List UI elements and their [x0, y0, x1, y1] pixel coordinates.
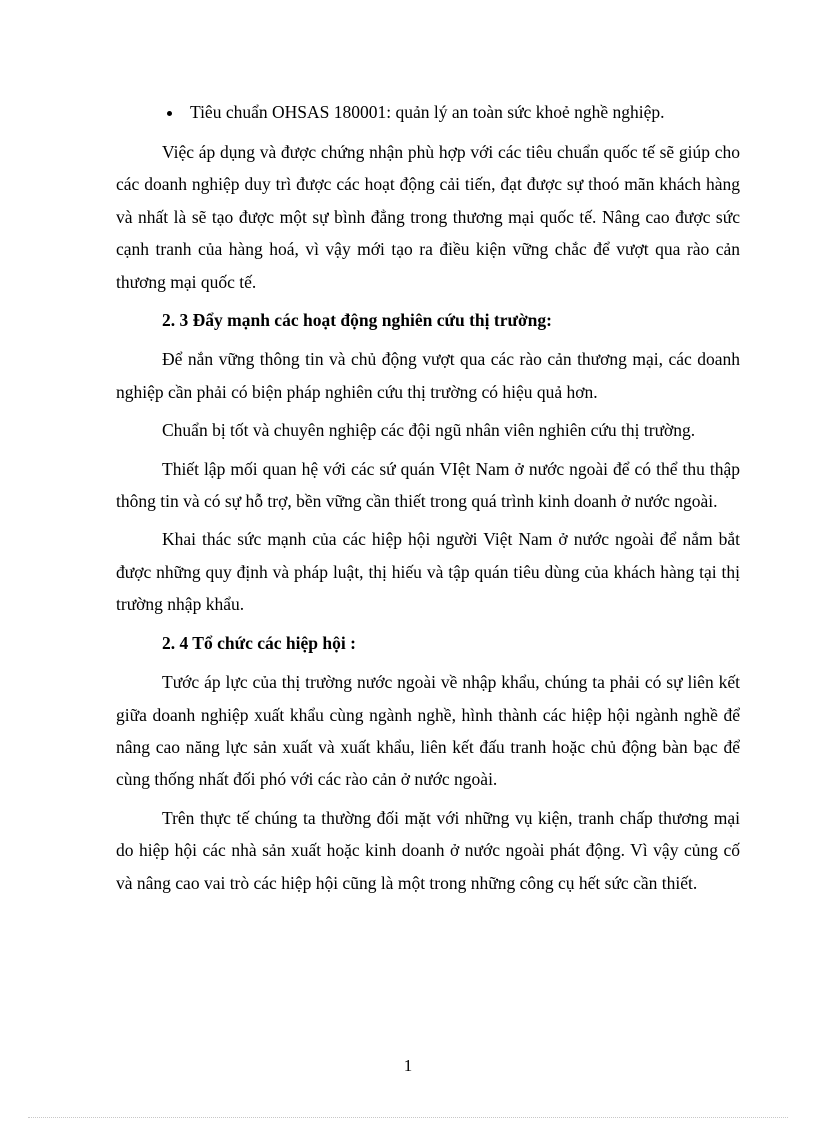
- bullet-dot-icon: [167, 111, 172, 116]
- paragraph-overseas-associations: Khai thác sức mạnh của các hiệp hội người Việt Nam ở nước ngoài để nắm bắt được những quy định và pháp luật, thị hiếu và tập quán tiêu dùng của khách hàng tại thị trường nhập khẩu.: [116, 529, 740, 615]
- paragraph-embassy-relations: Thiết lập mối quan hệ với các sứ quán VIệt Nam ở nước ngoài để có thể thu thập thông tin và có sự hỗ trợ, bền vững cần thiết trong quá trình kinh doanh ở nước ngoài.: [116, 458, 740, 512]
- paragraph-trade-disputes: Trên thực tế chúng ta thường đối mặt với những vụ kiện, tranh chấp thương mại do hiệp hội các nhà sản xuất hoặc kinh doanh ở nước ngoài phát động. Vì vậy củng cố và nâng cao vai trò các hiệp hội cũng là một trong những công cụ hết sức cần thiết.: [116, 807, 740, 893]
- section-heading-2-4: 2. 4 Tổ chức các hiệp hội :: [162, 632, 356, 653]
- document-body: [116, 96, 740, 905]
- page-bottom-divider: [28, 1117, 788, 1118]
- paragraph-market-research-intro: Để nắn vững thông tin và chủ động vượt qua các rào cản thương mại, các doanh nghiệp cần phải có biện pháp nghiên cứu thị trường có hiệu quả hơn.: [116, 349, 740, 402]
- section-heading-2-3: 2. 3 Đẩy mạnh các hoạt động nghiên cứu thị trường:: [162, 310, 552, 331]
- bullet-item: [116, 96, 740, 129]
- bullet-text: Tiêu chuẩn OHSAS 180001: quản lý an toàn sức khoẻ nghề nghiệp.: [190, 102, 665, 122]
- paragraph-association-linkage: Tước áp lực của thị trường nước ngoài về nhập khẩu, chúng ta phải có sự liên kết giữa doanh nghiệp xuất khẩu cùng ngành nghề, hình thành các hiệp hội ngành nghề để nâng cao năng lực sản xuất và xuất khẩu, liên kết đấu tranh hoặc chủ động bàn bạc để cùng thống nhất đối phó với các rào cản ở nước ngoài.: [116, 672, 740, 790]
- paragraph-standards-benefit: Việc áp dụng và được chứng nhận phù hợp với các tiêu chuẩn quốc tế sẽ giúp cho các doanh nghiệp duy trì được các hoạt động cải tiến, đạt được sự thoó mãn khách hàng và nhất là sẽ tạo được một sự bình đẳng trong thương mại quốc tế. Nâng cao được sức cạnh tranh của hàng hoá, vì vậy mới tạo ra điều kiện vững chắc để vượt qua rào cản thương mại quốc tế.: [116, 142, 740, 292]
- page-number: 1: [403, 1056, 413, 1075]
- paragraph-research-staff: Chuẩn bị tốt và chuyên nghiệp các đội ngũ nhân viên nghiên cứu thị trường.: [162, 420, 696, 441]
